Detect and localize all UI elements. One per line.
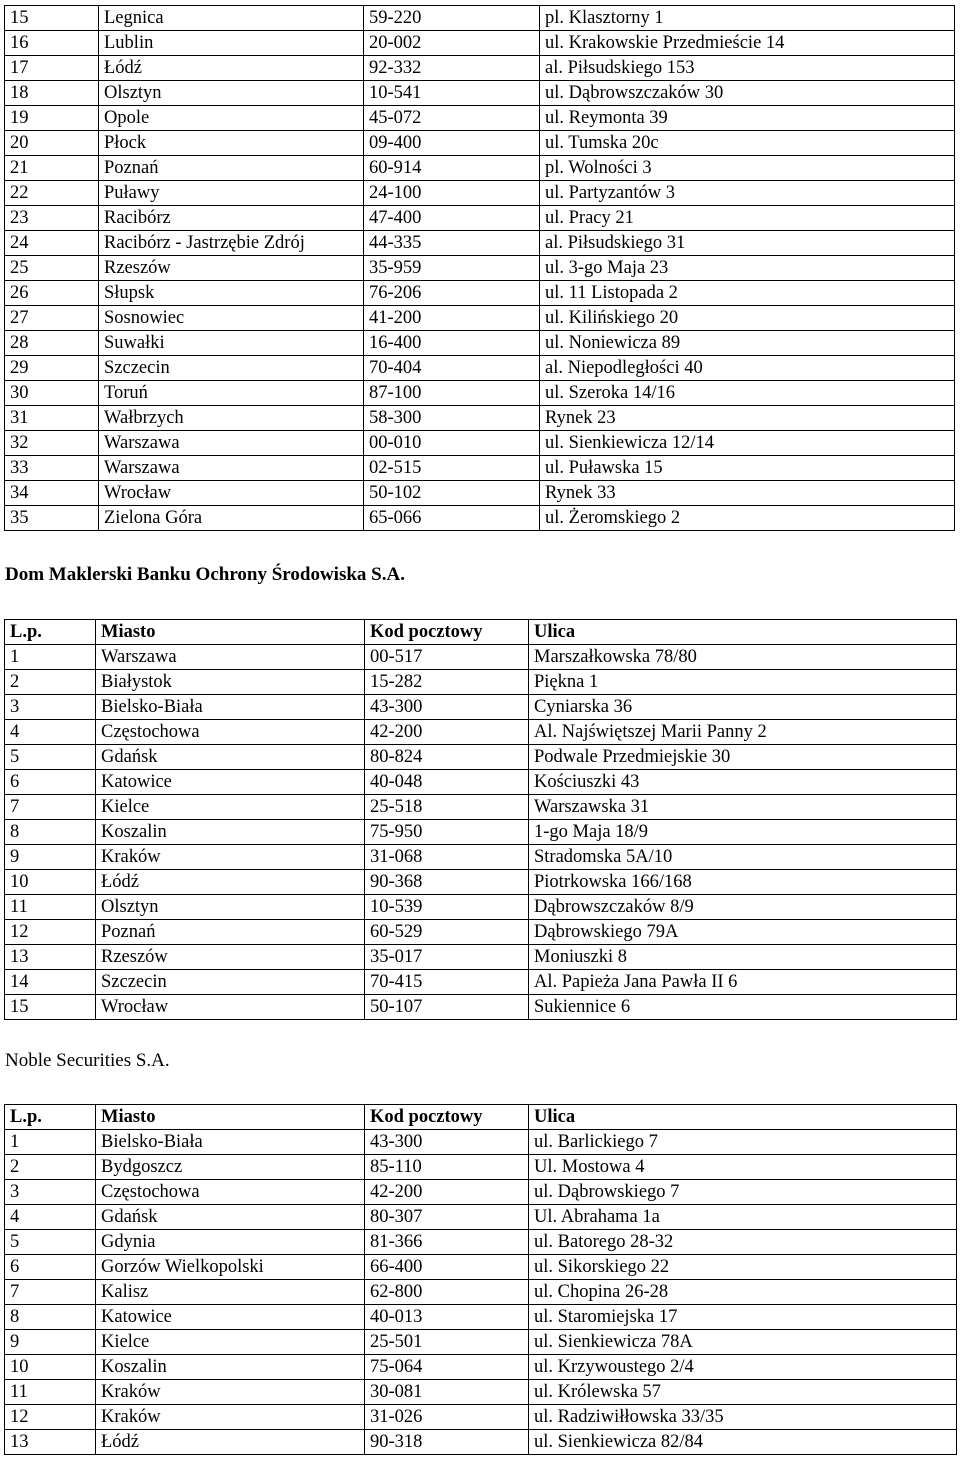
cell-postal-code: 59-220 bbox=[364, 6, 540, 31]
noble-branches-table bbox=[4, 1104, 957, 1455]
cell-city: Warszawa bbox=[99, 431, 364, 456]
cell-street: ul. Puławska 15 bbox=[540, 456, 955, 481]
cell-lp: 1 bbox=[5, 645, 96, 670]
cell-street: ul. Dąbrowskiego 7 bbox=[529, 1180, 957, 1205]
cell-postal-code: 50-107 bbox=[365, 995, 529, 1020]
cell-street: Marszałkowska 78/80 bbox=[529, 645, 957, 670]
cell-lp: 15 bbox=[5, 995, 96, 1020]
cell-lp: 4 bbox=[5, 720, 96, 745]
table-row bbox=[5, 481, 955, 506]
table-row bbox=[5, 56, 955, 81]
cell-lp: 13 bbox=[5, 945, 96, 970]
cell-lp: 7 bbox=[5, 795, 96, 820]
table-row bbox=[5, 1205, 957, 1230]
cell-street: ul. Partyzantów 3 bbox=[540, 181, 955, 206]
cell-city: Zielona Góra bbox=[99, 506, 364, 531]
table-body bbox=[5, 6, 955, 531]
table-row bbox=[5, 81, 955, 106]
cell-postal-code: 60-914 bbox=[364, 156, 540, 181]
cell-postal-code: 40-013 bbox=[365, 1305, 529, 1330]
cell-lp: 10 bbox=[5, 870, 96, 895]
cell-postal-code: 31-026 bbox=[365, 1405, 529, 1430]
cell-postal-code: 58-300 bbox=[364, 406, 540, 431]
cell-lp: 9 bbox=[5, 845, 96, 870]
cell-lp: 29 bbox=[5, 356, 99, 381]
table-row bbox=[5, 1405, 957, 1430]
table-row bbox=[5, 106, 955, 131]
cell-postal-code: 76-206 bbox=[364, 281, 540, 306]
cell-postal-code: 30-081 bbox=[365, 1380, 529, 1405]
cell-street: Rynek 33 bbox=[540, 481, 955, 506]
cell-lp: 21 bbox=[5, 156, 99, 181]
table-row bbox=[5, 845, 957, 870]
cell-city: Gdańsk bbox=[96, 1205, 365, 1230]
cell-postal-code: 66-400 bbox=[365, 1255, 529, 1280]
cell-postal-code: 20-002 bbox=[364, 31, 540, 56]
cell-street: Al. Najświętszej Marii Panny 2 bbox=[529, 720, 957, 745]
cell-postal-code: 70-415 bbox=[365, 970, 529, 995]
table-row bbox=[5, 1430, 957, 1455]
cell-city: Bielsko-Biała bbox=[96, 1130, 365, 1155]
cell-city: Kraków bbox=[96, 1405, 365, 1430]
table-body bbox=[5, 1130, 957, 1455]
cell-city: Toruń bbox=[99, 381, 364, 406]
cell-street: Ul. Mostowa 4 bbox=[529, 1155, 957, 1180]
cell-street: al. Piłsudskiego 153 bbox=[540, 56, 955, 81]
cell-street: ul. Staromiejska 17 bbox=[529, 1305, 957, 1330]
table-row bbox=[5, 1255, 957, 1280]
cell-postal-code: 15-282 bbox=[365, 670, 529, 695]
table-row bbox=[5, 1155, 957, 1180]
table-row bbox=[5, 506, 955, 531]
cell-lp: 18 bbox=[5, 81, 99, 106]
cell-lp: 4 bbox=[5, 1205, 96, 1230]
cell-street: ul. Radziwiłłowska 33/35 bbox=[529, 1405, 957, 1430]
table-row bbox=[5, 1130, 957, 1155]
cell-lp: 1 bbox=[5, 1130, 96, 1155]
cell-city: Kraków bbox=[96, 845, 365, 870]
cell-city: Katowice bbox=[96, 770, 365, 795]
cell-city: Wrocław bbox=[96, 995, 365, 1020]
cell-street: ul. Krzywoustego 2/4 bbox=[529, 1355, 957, 1380]
cell-lp: 5 bbox=[5, 745, 96, 770]
table-row bbox=[5, 231, 955, 256]
table-row bbox=[5, 720, 957, 745]
cell-lp: 31 bbox=[5, 406, 99, 431]
section-title-noble: Noble Securities S.A. bbox=[5, 1050, 170, 1071]
cell-postal-code: 90-368 bbox=[365, 870, 529, 895]
cell-postal-code: 70-404 bbox=[364, 356, 540, 381]
cell-street: Rynek 23 bbox=[540, 406, 955, 431]
cell-city: Bydgoszcz bbox=[96, 1155, 365, 1180]
table-row bbox=[5, 1355, 957, 1380]
branches-table-continued bbox=[4, 5, 955, 531]
cell-city: Łódź bbox=[99, 56, 364, 81]
cell-postal-code: 02-515 bbox=[364, 456, 540, 481]
cell-postal-code: 60-529 bbox=[365, 920, 529, 945]
section-title-bos: Dom Maklerski Banku Ochrony Środowiska S.A. bbox=[5, 564, 405, 585]
table-row bbox=[5, 306, 955, 331]
table-row bbox=[5, 1180, 957, 1205]
cell-lp: 15 bbox=[5, 6, 99, 31]
cell-city: Płock bbox=[99, 131, 364, 156]
cell-city: Puławy bbox=[99, 181, 364, 206]
cell-postal-code: 90-318 bbox=[365, 1430, 529, 1455]
cell-lp: 2 bbox=[5, 670, 96, 695]
cell-postal-code: 35-017 bbox=[365, 945, 529, 970]
cell-city: Warszawa bbox=[96, 645, 365, 670]
cell-city: Legnica bbox=[99, 6, 364, 31]
table-row bbox=[5, 31, 955, 56]
cell-postal-code: 65-066 bbox=[364, 506, 540, 531]
cell-lp: 2 bbox=[5, 1155, 96, 1180]
cell-city: Sosnowiec bbox=[99, 306, 364, 331]
cell-postal-code: 40-048 bbox=[365, 770, 529, 795]
cell-street: Piotrkowska 166/168 bbox=[529, 870, 957, 895]
cell-lp: 35 bbox=[5, 506, 99, 531]
cell-city: Gdynia bbox=[96, 1230, 365, 1255]
header-street: Ulica bbox=[529, 620, 957, 645]
cell-city: Rzeszów bbox=[99, 256, 364, 281]
cell-lp: 26 bbox=[5, 281, 99, 306]
cell-street: Dąbrowskiego 79A bbox=[529, 920, 957, 945]
table-row bbox=[5, 870, 957, 895]
cell-city: Częstochowa bbox=[96, 1180, 365, 1205]
cell-street: Ul. Abrahama 1a bbox=[529, 1205, 957, 1230]
cell-city: Kraków bbox=[96, 1380, 365, 1405]
table-row bbox=[5, 331, 955, 356]
cell-city: Koszalin bbox=[96, 820, 365, 845]
table-row bbox=[5, 745, 957, 770]
cell-street: pl. Klasztorny 1 bbox=[540, 6, 955, 31]
cell-street: Dąbrowszczaków 8/9 bbox=[529, 895, 957, 920]
table-row bbox=[5, 945, 957, 970]
cell-lp: 11 bbox=[5, 1380, 96, 1405]
table-body bbox=[5, 645, 957, 1020]
cell-postal-code: 45-072 bbox=[364, 106, 540, 131]
table-row bbox=[5, 256, 955, 281]
cell-city: Łódź bbox=[96, 870, 365, 895]
cell-lp: 13 bbox=[5, 1430, 96, 1455]
cell-lp: 19 bbox=[5, 106, 99, 131]
cell-postal-code: 80-307 bbox=[365, 1205, 529, 1230]
cell-city: Częstochowa bbox=[96, 720, 365, 745]
cell-postal-code: 00-517 bbox=[365, 645, 529, 670]
cell-postal-code: 92-332 bbox=[364, 56, 540, 81]
cell-postal-code: 50-102 bbox=[364, 481, 540, 506]
cell-city: Olsztyn bbox=[99, 81, 364, 106]
cell-street: Al. Papieża Jana Pawła II 6 bbox=[529, 970, 957, 995]
cell-lp: 20 bbox=[5, 131, 99, 156]
cell-lp: 22 bbox=[5, 181, 99, 206]
cell-street: ul. Noniewicza 89 bbox=[540, 331, 955, 356]
table-row bbox=[5, 381, 955, 406]
table-row bbox=[5, 456, 955, 481]
cell-postal-code: 25-518 bbox=[365, 795, 529, 820]
cell-postal-code: 85-110 bbox=[365, 1155, 529, 1180]
table-row bbox=[5, 6, 955, 31]
table-row bbox=[5, 431, 955, 456]
cell-street: ul. Sienkiewicza 12/14 bbox=[540, 431, 955, 456]
cell-city: Słupsk bbox=[99, 281, 364, 306]
cell-lp: 5 bbox=[5, 1230, 96, 1255]
cell-postal-code: 10-539 bbox=[365, 895, 529, 920]
header-postal-code: Kod pocztowy bbox=[365, 1105, 529, 1130]
cell-street: Piękna 1 bbox=[529, 670, 957, 695]
table-row bbox=[5, 181, 955, 206]
header-street: Ulica bbox=[529, 1105, 957, 1130]
cell-lp: 7 bbox=[5, 1280, 96, 1305]
cell-postal-code: 31-068 bbox=[365, 845, 529, 870]
cell-postal-code: 75-950 bbox=[365, 820, 529, 845]
header-city: Miasto bbox=[96, 620, 365, 645]
cell-street: Cyniarska 36 bbox=[529, 695, 957, 720]
cell-postal-code: 25-501 bbox=[365, 1330, 529, 1355]
cell-lp: 32 bbox=[5, 431, 99, 456]
cell-street: ul. Królewska 57 bbox=[529, 1380, 957, 1405]
cell-lp: 3 bbox=[5, 1180, 96, 1205]
cell-street: al. Piłsudskiego 31 bbox=[540, 231, 955, 256]
cell-postal-code: 16-400 bbox=[364, 331, 540, 356]
cell-street: ul. Sienkiewicza 82/84 bbox=[529, 1430, 957, 1455]
cell-lp: 8 bbox=[5, 820, 96, 845]
cell-street: pl. Wolności 3 bbox=[540, 156, 955, 181]
cell-lp: 14 bbox=[5, 970, 96, 995]
cell-city: Lublin bbox=[99, 31, 364, 56]
cell-lp: 16 bbox=[5, 31, 99, 56]
cell-city: Łódź bbox=[96, 1430, 365, 1455]
table-row bbox=[5, 695, 957, 720]
cell-postal-code: 43-300 bbox=[365, 1130, 529, 1155]
cell-lp: 34 bbox=[5, 481, 99, 506]
cell-postal-code: 87-100 bbox=[364, 381, 540, 406]
cell-city: Kielce bbox=[96, 1330, 365, 1355]
cell-street: Warszawska 31 bbox=[529, 795, 957, 820]
table-row bbox=[5, 895, 957, 920]
cell-street: ul. Szeroka 14/16 bbox=[540, 381, 955, 406]
header-city: Miasto bbox=[96, 1105, 365, 1130]
cell-city: Gorzów Wielkopolski bbox=[96, 1255, 365, 1280]
cell-street: ul. Sienkiewicza 78A bbox=[529, 1330, 957, 1355]
cell-street: ul. Kilińskiego 20 bbox=[540, 306, 955, 331]
cell-street: ul. Krakowskie Przedmieście 14 bbox=[540, 31, 955, 56]
cell-postal-code: 10-541 bbox=[364, 81, 540, 106]
cell-city: Suwałki bbox=[99, 331, 364, 356]
cell-city: Racibórz bbox=[99, 206, 364, 231]
cell-street: ul. Sikorskiego 22 bbox=[529, 1255, 957, 1280]
table-row bbox=[5, 1230, 957, 1255]
header-row bbox=[5, 1105, 957, 1130]
table-row bbox=[5, 356, 955, 381]
table-header bbox=[5, 1105, 957, 1130]
table-row bbox=[5, 820, 957, 845]
bos-branches-table bbox=[4, 619, 957, 1020]
cell-street: ul. Tumska 20c bbox=[540, 131, 955, 156]
cell-city: Opole bbox=[99, 106, 364, 131]
table-row bbox=[5, 1305, 957, 1330]
table-row bbox=[5, 970, 957, 995]
cell-city: Rzeszów bbox=[96, 945, 365, 970]
cell-street: 1-go Maja 18/9 bbox=[529, 820, 957, 845]
cell-lp: 28 bbox=[5, 331, 99, 356]
cell-street: ul. Żeromskiego 2 bbox=[540, 506, 955, 531]
cell-lp: 3 bbox=[5, 695, 96, 720]
cell-street: ul. Dąbrowszczaków 30 bbox=[540, 81, 955, 106]
cell-postal-code: 35-959 bbox=[364, 256, 540, 281]
cell-postal-code: 75-064 bbox=[365, 1355, 529, 1380]
cell-street: ul. 11 Listopada 2 bbox=[540, 281, 955, 306]
cell-city: Wrocław bbox=[99, 481, 364, 506]
table-header bbox=[5, 620, 957, 645]
cell-city: Białystok bbox=[96, 670, 365, 695]
cell-postal-code: 43-300 bbox=[365, 695, 529, 720]
table-row bbox=[5, 995, 957, 1020]
table-row bbox=[5, 770, 957, 795]
cell-city: Katowice bbox=[96, 1305, 365, 1330]
cell-street: ul. Barlickiego 7 bbox=[529, 1130, 957, 1155]
cell-street: ul. Pracy 21 bbox=[540, 206, 955, 231]
cell-lp: 17 bbox=[5, 56, 99, 81]
table-row bbox=[5, 131, 955, 156]
table-row bbox=[5, 795, 957, 820]
cell-city: Olsztyn bbox=[96, 895, 365, 920]
cell-postal-code: 62-800 bbox=[365, 1280, 529, 1305]
cell-city: Koszalin bbox=[96, 1355, 365, 1380]
table-row bbox=[5, 156, 955, 181]
cell-postal-code: 09-400 bbox=[364, 131, 540, 156]
cell-lp: 12 bbox=[5, 1405, 96, 1430]
cell-postal-code: 42-200 bbox=[365, 720, 529, 745]
cell-street: ul. Reymonta 39 bbox=[540, 106, 955, 131]
header-lp: L.p. bbox=[5, 1105, 96, 1130]
cell-city: Warszawa bbox=[99, 456, 364, 481]
header-row bbox=[5, 620, 957, 645]
cell-lp: 11 bbox=[5, 895, 96, 920]
cell-postal-code: 81-366 bbox=[365, 1230, 529, 1255]
cell-postal-code: 80-824 bbox=[365, 745, 529, 770]
cell-street: Kościuszki 43 bbox=[529, 770, 957, 795]
cell-street: ul. Chopina 26-28 bbox=[529, 1280, 957, 1305]
cell-lp: 24 bbox=[5, 231, 99, 256]
cell-postal-code: 42-200 bbox=[365, 1180, 529, 1205]
table-row bbox=[5, 206, 955, 231]
cell-lp: 10 bbox=[5, 1355, 96, 1380]
table-row bbox=[5, 920, 957, 945]
cell-lp: 33 bbox=[5, 456, 99, 481]
cell-city: Poznań bbox=[96, 920, 365, 945]
cell-postal-code: 00-010 bbox=[364, 431, 540, 456]
cell-postal-code: 47-400 bbox=[364, 206, 540, 231]
cell-lp: 27 bbox=[5, 306, 99, 331]
cell-lp: 8 bbox=[5, 1305, 96, 1330]
table-row bbox=[5, 281, 955, 306]
cell-lp: 25 bbox=[5, 256, 99, 281]
cell-city: Racibórz - Jastrzębie Zdrój bbox=[99, 231, 364, 256]
cell-city: Kielce bbox=[96, 795, 365, 820]
cell-city: Szczecin bbox=[99, 356, 364, 381]
cell-lp: 6 bbox=[5, 770, 96, 795]
cell-street: ul. 3-go Maja 23 bbox=[540, 256, 955, 281]
cell-city: Szczecin bbox=[96, 970, 365, 995]
table-row bbox=[5, 1330, 957, 1355]
cell-city: Kalisz bbox=[96, 1280, 365, 1305]
cell-street: Sukiennice 6 bbox=[529, 995, 957, 1020]
cell-city: Bielsko-Biała bbox=[96, 695, 365, 720]
cell-city: Gdańsk bbox=[96, 745, 365, 770]
cell-lp: 6 bbox=[5, 1255, 96, 1280]
table-row bbox=[5, 645, 957, 670]
table-row bbox=[5, 1380, 957, 1405]
cell-street: Moniuszki 8 bbox=[529, 945, 957, 970]
cell-postal-code: 44-335 bbox=[364, 231, 540, 256]
cell-lp: 23 bbox=[5, 206, 99, 231]
cell-postal-code: 24-100 bbox=[364, 181, 540, 206]
cell-city: Poznań bbox=[99, 156, 364, 181]
cell-street: Stradomska 5A/10 bbox=[529, 845, 957, 870]
cell-street: ul. Batorego 28-32 bbox=[529, 1230, 957, 1255]
cell-street: Podwale Przedmiejskie 30 bbox=[529, 745, 957, 770]
table-row bbox=[5, 406, 955, 431]
cell-city: Wałbrzych bbox=[99, 406, 364, 431]
table-row bbox=[5, 1280, 957, 1305]
header-postal-code: Kod pocztowy bbox=[365, 620, 529, 645]
cell-street: al. Niepodległości 40 bbox=[540, 356, 955, 381]
table-row bbox=[5, 670, 957, 695]
cell-postal-code: 41-200 bbox=[364, 306, 540, 331]
cell-lp: 9 bbox=[5, 1330, 96, 1355]
cell-lp: 30 bbox=[5, 381, 99, 406]
cell-lp: 12 bbox=[5, 920, 96, 945]
header-lp: L.p. bbox=[5, 620, 96, 645]
